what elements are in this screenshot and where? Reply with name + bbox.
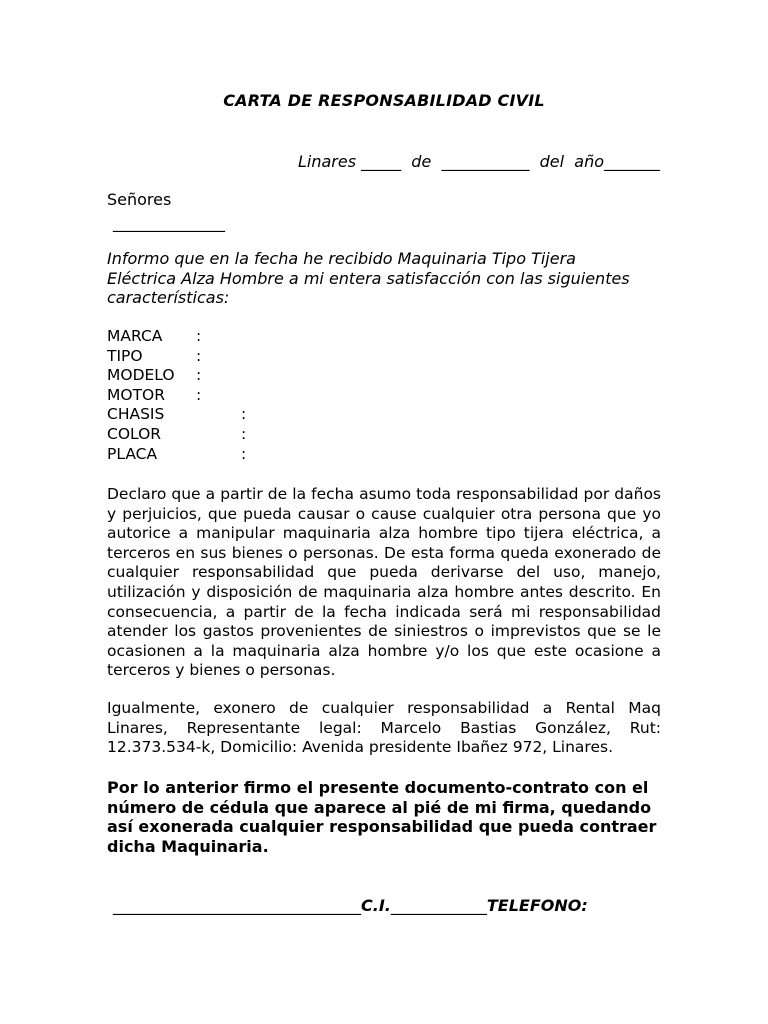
signature-line: _______________________________ — [113, 896, 361, 915]
exoneration-paragraph: Igualmente, exonero de cualquier responsabilidad a Rental Maq Linares, Representante legal: Marcelo Bastias González, Rut: 12.373.534-k, Domicilio: Avenida presidente Ibañez 972, Linares. — [107, 699, 661, 757]
ci-label: C.I. — [361, 896, 391, 915]
spec-colon: : — [196, 366, 202, 385]
phone-label: TELEFONO: — [486, 896, 588, 915]
ci-blank: ____________ — [390, 896, 487, 915]
place-date-line: Linares _____ de ___________ del año_______ — [297, 152, 660, 171]
spec-label: MARCA — [107, 327, 163, 345]
spec-label: TIPO — [107, 346, 143, 365]
spec-label: CHASIS — [107, 405, 165, 424]
salutation: Señores — [107, 190, 172, 209]
spec-label: MOTOR — [107, 385, 166, 404]
spec-colon: : — [241, 405, 247, 424]
closing-paragraph: Por lo anterior firmo el presente documento-contrato con el número de cédula que aparece al pié de mi firma, quedando así exonerada cualquier responsabilidad que pueda contraer dicha Maquinaria. — [107, 778, 657, 856]
spec-label: COLOR — [107, 424, 162, 443]
intro-paragraph: Informo que en la fecha he recibido Maquinaria Tipo Tijera Eléctrica Alza Hombre a mi entera satisfacción con las siguientes características: — [107, 249, 630, 307]
spec-colon: : — [196, 327, 202, 345]
spec-colon: : — [196, 385, 202, 404]
spec-label: MODELO — [107, 366, 175, 385]
spec-colon: : — [196, 346, 202, 365]
document-title: CARTA DE RESPONSABILIDAD CIVIL — [223, 91, 545, 110]
salutation-blank: ______________ — [113, 213, 225, 232]
spec-colon: : — [241, 424, 247, 443]
responsibility-paragraph: Declaro que a partir de la fecha asumo toda responsabilidad por daños y perjuicios, que pueda causar o cause cualquier otra persona que yo autorice a manipular maquinaria alza hombre tipo tijera eléctrica, a terceros en sus bienes o personas. De esta forma queda exonerado de cualquier responsabilidad que pueda derivarse del uso, manejo, utilización y disposición de maquinaria alza hombre antes descrito. En consecuencia, a partir de la fecha indicada será mi responsabilidad atender los gastos provenientes de siniestros o imprevistos que se le ocasionen a la maquinaria alza hombre y/o los que este ocasione a terceros y bienes o personas. — [107, 485, 661, 680]
signature-block — [113, 896, 588, 916]
spec-colon: : — [241, 444, 247, 463]
spec-label: PLACA — [107, 444, 158, 463]
